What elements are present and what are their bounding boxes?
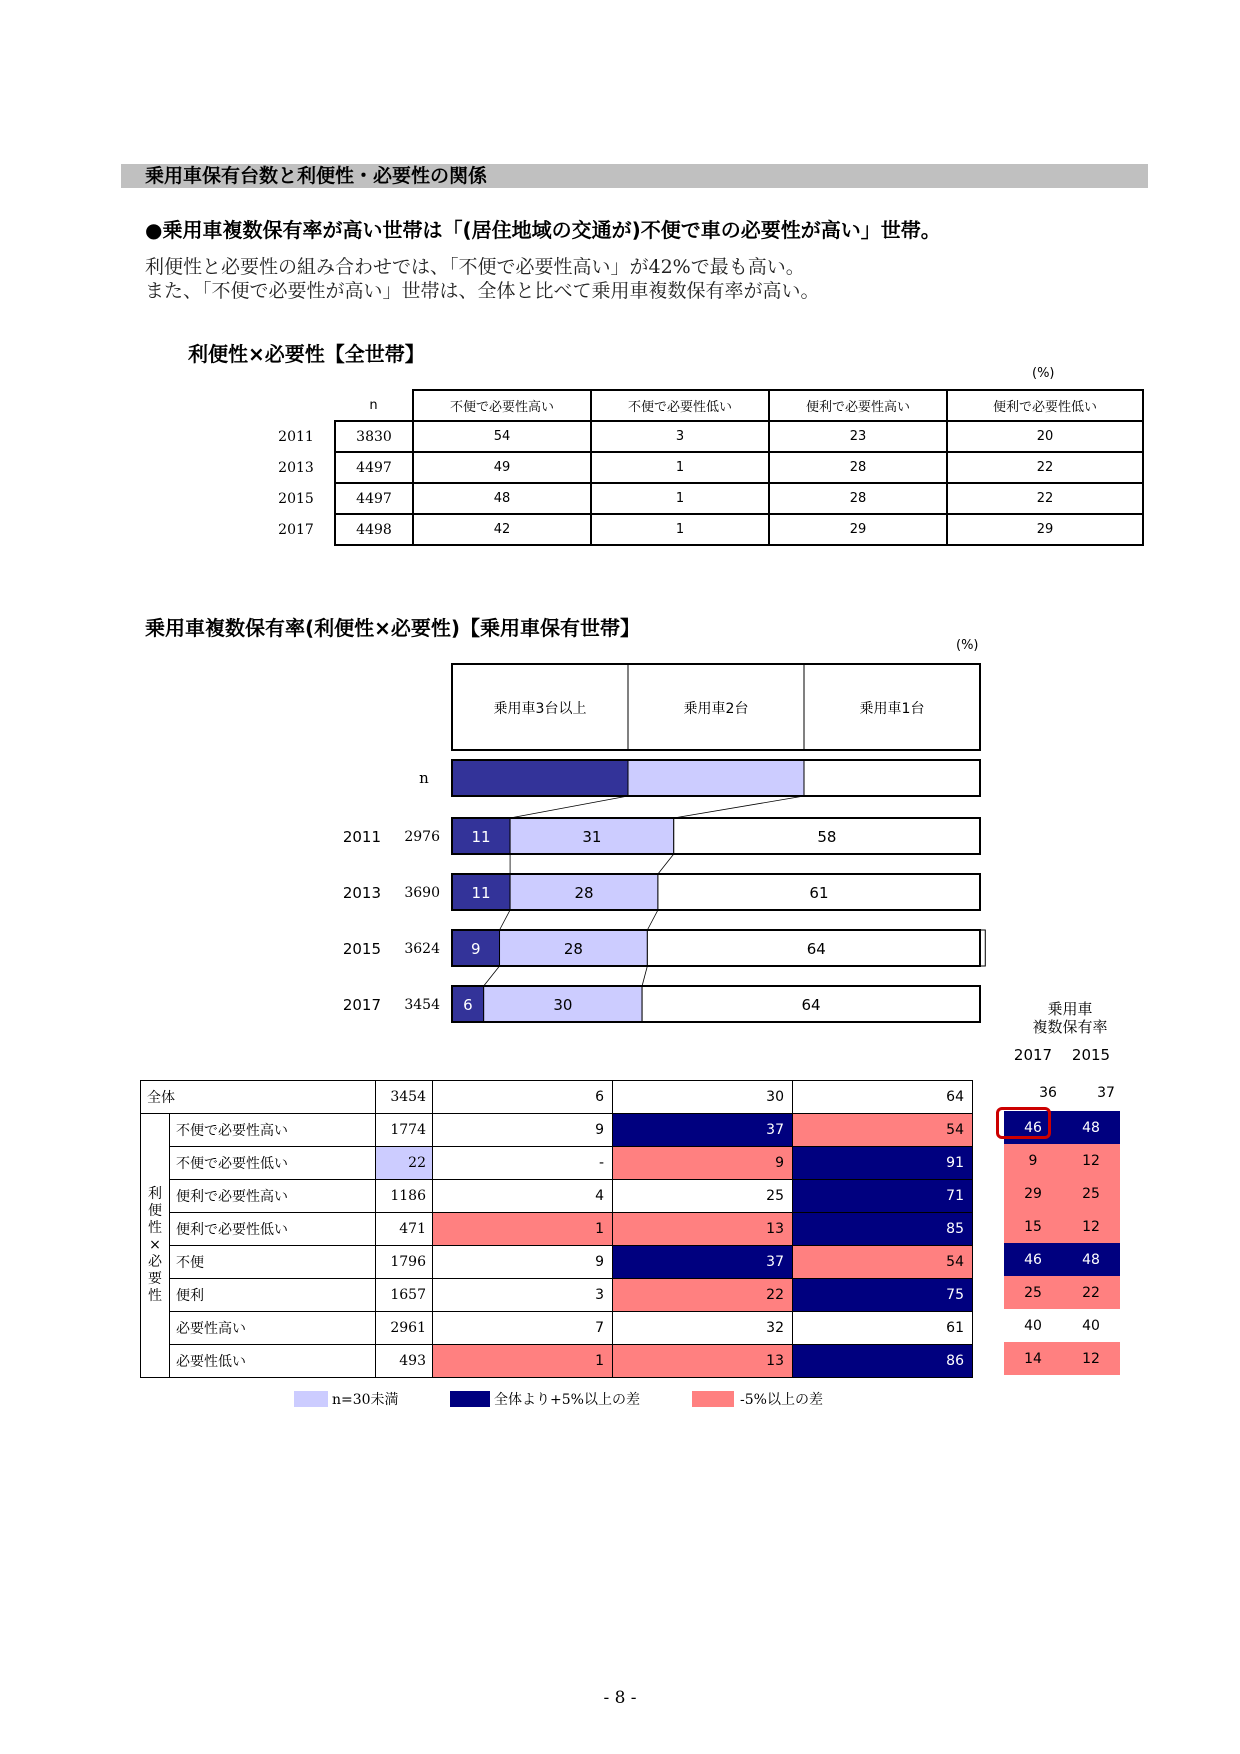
row-value: 9 <box>613 1147 793 1180</box>
table1-cell: 28 <box>769 483 947 514</box>
row-value: 13 <box>613 1213 793 1246</box>
table1-n: 4497 <box>335 452 413 483</box>
table1-cell: 22 <box>947 483 1143 514</box>
table1-cell: 48 <box>413 483 591 514</box>
legend-swatch <box>628 760 804 796</box>
row-label: 不便で必要性高い <box>170 1114 376 1147</box>
table1-cell: 23 <box>769 421 947 452</box>
row-value: 64 <box>793 1081 973 1114</box>
group-label-char: × <box>149 1237 161 1253</box>
table-row <box>1004 1276 1120 1309</box>
row-n: 1796 <box>376 1246 433 1279</box>
body-line-2: また、「不便で必要性が高い」世帯は、全体と比べて乗用車複数保有率が高い。 <box>145 280 820 302</box>
legend-entry: 乗用車3台以上 <box>493 701 587 717</box>
row-n: 471 <box>376 1213 433 1246</box>
rate-cell: 40 <box>1082 1317 1100 1334</box>
data-label: 11 <box>471 828 491 846</box>
table-row <box>1004 1342 1120 1375</box>
table1-year: 2017 <box>278 521 314 538</box>
chart-unit: (%) <box>956 638 979 653</box>
table1-header-n: n <box>369 397 378 413</box>
data-label: 28 <box>563 940 583 958</box>
rate-cell: 40 <box>1024 1317 1042 1334</box>
row-value: 54 <box>793 1246 973 1279</box>
n-label: n <box>419 769 429 787</box>
legend-swatch <box>450 1391 490 1407</box>
row-value: 54 <box>793 1114 973 1147</box>
data-label: 6 <box>463 996 473 1014</box>
row-value: 9 <box>433 1114 613 1147</box>
group-label <box>141 1114 170 1378</box>
rate-cell: 48 <box>1062 1111 1120 1144</box>
row-value: 85 <box>793 1213 973 1246</box>
rate-cell: 29 <box>1004 1177 1062 1210</box>
row-value: 71 <box>793 1180 973 1213</box>
row-value: 37 <box>613 1246 793 1279</box>
rate-year-2015: 2015 <box>1071 1046 1111 1064</box>
rate-cell: 14 <box>1004 1342 1062 1375</box>
table-row <box>141 1180 973 1213</box>
table1-title: 利便性×必要性【全世帯】 <box>188 342 425 366</box>
row-value: 1 <box>433 1213 613 1246</box>
data-label: 9 <box>470 940 481 958</box>
table1-cell: 22 <box>947 452 1143 483</box>
row-value: 37 <box>613 1114 793 1147</box>
table1-header: 不便で必要性高い <box>413 390 591 421</box>
row-value: 7 <box>433 1312 613 1345</box>
legend-label: 全体より+5%以上の差 <box>494 1392 640 1408</box>
table1-year: 2013 <box>278 459 314 476</box>
table-row <box>1004 1210 1120 1243</box>
table1-cell: 54 <box>413 421 591 452</box>
row-label: 必要性高い <box>170 1312 376 1345</box>
table1-cell: 1 <box>591 483 769 514</box>
table-row <box>1004 1243 1120 1276</box>
connector-line <box>500 910 511 930</box>
data-label: 64 <box>806 940 826 958</box>
table-row <box>141 1246 973 1279</box>
table-row <box>141 1279 973 1312</box>
table1-n: 4497 <box>335 483 413 514</box>
category-label: 2013 <box>342 884 381 902</box>
n-value: 3690 <box>404 885 440 901</box>
n-value: 3454 <box>404 997 440 1013</box>
rate-total-2015: 37 <box>1097 1085 1115 1101</box>
row-n: 2961 <box>376 1312 433 1345</box>
rate-cell: 12 <box>1062 1342 1120 1375</box>
row-n: 1657 <box>376 1279 433 1312</box>
rate-cell: 22 <box>1062 1276 1120 1309</box>
connector-line <box>642 966 647 986</box>
table-row <box>141 1312 973 1345</box>
headline: ●乗用車複数保有率が高い世帯は「(居住地域の交通が)不便で車の必要性が高い」世帯。 <box>145 218 941 242</box>
table-row <box>141 1345 973 1378</box>
row-label: 便利で必要性低い <box>170 1213 376 1246</box>
table1-cell: 29 <box>947 514 1143 545</box>
rate-cell: 25 <box>1004 1276 1062 1309</box>
row-value: 91 <box>793 1147 973 1180</box>
row-label: 便利 <box>170 1279 376 1312</box>
row-value: 30 <box>613 1081 793 1114</box>
page-number: - 8 - <box>603 1688 637 1708</box>
category-label: 2015 <box>342 940 381 958</box>
body-line-1: 利便性と必要性の組み合わせでは、「不便で必要性高い」が42%で最も高い。 <box>145 256 805 278</box>
rate-cell: 9 <box>1004 1144 1062 1177</box>
group-label-char: 性 <box>148 1288 162 1304</box>
rate-table <box>1004 1111 1120 1375</box>
rate-header-line2: 複数保有率 <box>1032 1018 1108 1036</box>
table1-header: 便利で必要性高い <box>769 390 947 421</box>
connector-line <box>510 796 628 818</box>
legend-label: -5%以上の差 <box>740 1392 823 1408</box>
table1-unit: (%) <box>1032 366 1055 381</box>
row-value: 75 <box>793 1279 973 1312</box>
row-value: 22 <box>613 1279 793 1312</box>
table-row <box>1004 1177 1120 1210</box>
group-label-char: 要 <box>148 1271 162 1287</box>
table1-year: 2015 <box>278 490 314 507</box>
rate-cell: 12 <box>1062 1210 1120 1243</box>
data-label: 31 <box>582 828 602 846</box>
row-label: 全体 <box>141 1081 376 1114</box>
table1-year: 2011 <box>278 428 314 445</box>
row-n: 493 <box>376 1345 433 1378</box>
row-value: 86 <box>793 1345 973 1378</box>
connector-line <box>674 796 804 818</box>
table1-cell: 1 <box>591 452 769 483</box>
legend-entry: 乗用車1台 <box>859 701 925 717</box>
legend-swatch <box>692 1391 734 1407</box>
group-label-char: 便 <box>148 1203 162 1219</box>
data-label: 61 <box>809 884 829 902</box>
table-row <box>1004 1309 1120 1342</box>
table-row <box>141 1147 973 1180</box>
table1-cell: 3 <box>591 421 769 452</box>
group-label-char: 必 <box>148 1254 162 1270</box>
group-label-char: 利 <box>148 1186 162 1202</box>
category-label: 2017 <box>342 996 381 1014</box>
row-label: 不便で必要性低い <box>170 1147 376 1180</box>
table1-cell: 29 <box>769 514 947 545</box>
table1-n: 3830 <box>335 421 413 452</box>
row-value: 3 <box>433 1279 613 1312</box>
data-label: 30 <box>553 996 573 1014</box>
legend-entry: 乗用車2台 <box>683 701 749 717</box>
row-n: 22 <box>376 1147 433 1180</box>
highlight-box <box>996 1107 1051 1139</box>
rate-header <box>1030 1000 1110 1036</box>
table-row <box>141 1081 973 1114</box>
connector-line <box>647 910 658 930</box>
rate-cell: 46 <box>1004 1243 1062 1276</box>
row-n: 3454 <box>376 1081 433 1114</box>
row-label: 必要性低い <box>170 1345 376 1378</box>
table1-cell: 49 <box>413 452 591 483</box>
detail-table <box>140 1080 973 1378</box>
row-value: 6 <box>433 1081 613 1114</box>
chart-title: 乗用車複数保有率(利便性×必要性)【乗用車保有世帯】 <box>145 616 641 640</box>
row-value: 1 <box>433 1345 613 1378</box>
row-label: 便利で必要性高い <box>170 1180 376 1213</box>
legend-label: n=30未満 <box>332 1392 399 1408</box>
section-title: 乗用車保有台数と利便性・必要性の関係 <box>145 165 488 187</box>
table1-cell: 28 <box>769 452 947 483</box>
table1-header: 便利で必要性低い <box>947 390 1143 421</box>
rate-cell: 12 <box>1062 1144 1120 1177</box>
connector-line <box>484 966 500 986</box>
row-value: 9 <box>433 1246 613 1279</box>
legend-swatch <box>294 1391 328 1407</box>
table1-header: 不便で必要性低い <box>591 390 769 421</box>
row-value: 61 <box>793 1312 973 1345</box>
legend-swatch <box>452 760 628 796</box>
data-label: 64 <box>801 996 821 1014</box>
data-label: 58 <box>817 828 837 846</box>
table-row <box>1004 1144 1120 1177</box>
table-row <box>141 1114 973 1147</box>
data-label: 11 <box>471 884 491 902</box>
rate-total-2017: 36 <box>1039 1085 1057 1101</box>
n-value: 3624 <box>404 941 440 957</box>
rate-cell: 15 <box>1004 1210 1062 1243</box>
table-row <box>141 1213 973 1246</box>
rate-header-line1: 乗用車 <box>1047 1000 1093 1018</box>
connector-line <box>658 854 674 874</box>
rate-cell: 25 <box>1062 1177 1120 1210</box>
row-n: 1774 <box>376 1114 433 1147</box>
row-value: 4 <box>433 1180 613 1213</box>
row-label: 不便 <box>170 1246 376 1279</box>
row-value: 13 <box>613 1345 793 1378</box>
row-n: 1186 <box>376 1180 433 1213</box>
rate-cell: 48 <box>1062 1243 1120 1276</box>
row-value: - <box>433 1147 613 1180</box>
table1-n: 4498 <box>335 514 413 545</box>
group-label-char: 性 <box>148 1220 162 1236</box>
table1-cell: 20 <box>947 421 1143 452</box>
row-value: 25 <box>613 1180 793 1213</box>
rate-year-2017: 2017 <box>1013 1046 1053 1064</box>
table1-cell: 1 <box>591 514 769 545</box>
table1-cell: 42 <box>413 514 591 545</box>
category-label: 2011 <box>342 828 381 846</box>
n-value: 2976 <box>404 829 440 845</box>
rate-cell: 46 <box>1004 1111 1062 1144</box>
row-value: 32 <box>613 1312 793 1345</box>
data-label: 28 <box>574 884 594 902</box>
